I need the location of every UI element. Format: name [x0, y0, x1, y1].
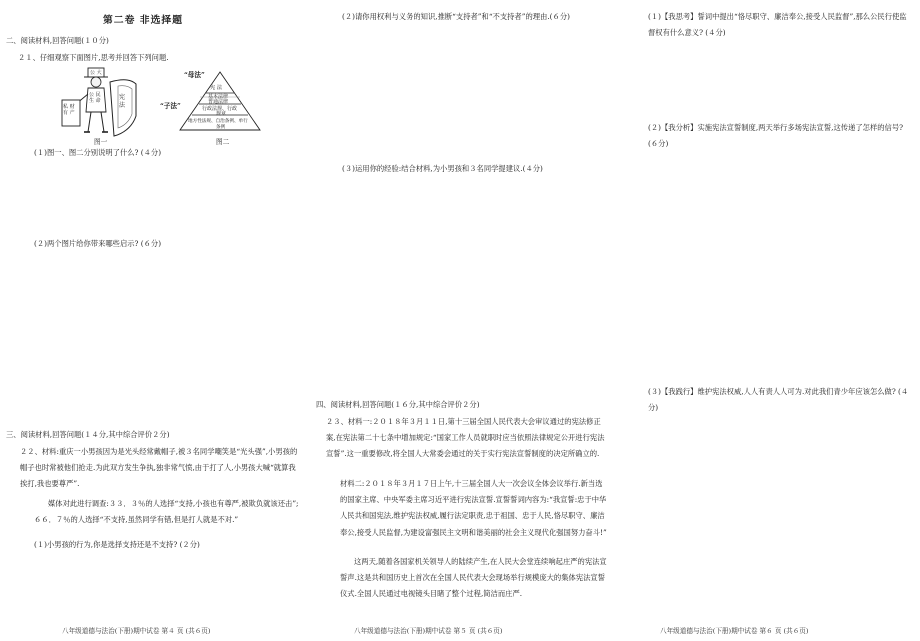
figure-1-sign-text: 私 财 有 产 [63, 104, 75, 116]
child-law-label: “子法” [160, 102, 181, 110]
mother-law-label: “母法” [184, 71, 205, 79]
question-22-2: (２)请你用权利与义务的知识,推断“支持者”和“不支持者”的理由.(６分) [342, 12, 570, 21]
question-21-prompt: ２１、仔细观察下面图片,思考并回答下列问题. [18, 53, 169, 62]
pyramid-level-admin-rules: 规章 [216, 111, 227, 117]
figure-2-caption: 图二 [216, 138, 230, 146]
page-6-footer: 八年级道德与法治(下册)期中试卷 第６ 页 (共６页) [660, 627, 809, 635]
pyramid-level-constitution: 宪 法 [210, 85, 223, 91]
figure-1-cartoon [58, 64, 158, 139]
figure-1-hat-text: 公 大 [90, 70, 102, 76]
pyramid-level-basic-law: 基本法律 [208, 94, 229, 100]
question-23-1: (１)【我思考】誓词中提出“恪尽职守、廉洁奉公,接受人民监督”,那么公民行使监督权有什么意义? (４分) [648, 12, 907, 38]
page-4-footer: 八年级道德与法治(下册)期中试卷 第４ 页 (共６页) [62, 627, 211, 635]
pyramid-level-admin-regulations: 行政法规、行政 [202, 106, 238, 112]
question-22-3: (３)运用你的经验:结合材料,为小男孩和３名同学提建议.(４分) [342, 164, 543, 173]
question-23-material-3: 这两天,随着各国家机关领导人的陆续产生,在人民大会堂连续响起庄严的宪法宣誓声.这是共和国历史上首次在全国人民代表大会现场举行规模庞大的集体宪法宣誓仪式.全国人民通过电视镜头目睹了整个过程,简洁而庄严. [340, 557, 607, 599]
question-22-survey: 媒体对此进行调查:３３．３％的人选择“支持,小孩也有尊严,被欺负就该还击”;６６．７％的人选择“不支持,虽然同学有错,但是打人就是不对.” [34, 499, 299, 525]
pyramid-level-local-regulations: 地方性法规、自治条例、单行 [188, 119, 248, 124]
question-22-1: (１)小男孩的行为,你是选择支持还是不支持? (２分) [34, 540, 200, 549]
pyramid-level-ordinary-law: 普通法律 [208, 99, 229, 105]
section-3-heading: 三、阅读材料,回答问题(１４分,其中综合评价２分) [6, 430, 170, 439]
figure-1-shield-text: 宪 法 [119, 94, 126, 109]
figure-1-body-text: 公 民 生 命 [89, 92, 101, 104]
question-23-material-1: ２３、材料一:２０１８年３月１１日,第十三届全国人民代表大会审议通过的宪法修正案,在宪法第二十七条中增加规定:“国家工作人员就职时应当依照法律规定公开进行宪法宣誓”.这一重要修改,将全国人大常委会通过的关于实行宪法宣誓制度的决定所确立的. [326, 417, 605, 459]
question-22-material: ２２、材料:重庆一小男孩因为是光头经常戴帽子,被３名同学嘲笑是“光头强”,小男孩的帽子也时常被他们抢走.为此双方发生争执,独非常气愤,由于打了人,小男孩大喊“就算我挨打,我也要尊严”. [20, 447, 298, 489]
question-23-2: (２)【我分析】实施宪法宣誓制度,两天举行多场宪法宣誓,这传递了怎样的信号? (６分) [648, 123, 904, 149]
question-21-1: (１)图一、图二分别说明了什么? (４分) [34, 148, 162, 157]
page-5-footer: 八年级道德与法治(下册)期中试卷 第５ 页 (共６页) [354, 627, 503, 635]
section-title: 第二卷 非选择题 [103, 15, 183, 26]
question-23-3: (３)【我践行】维护宪法权威,人人有责人人可为.对此我们青少年应该怎么做? (４分) [648, 387, 909, 413]
question-21-2: (２)两个图片给你带来哪些启示? (６分) [34, 239, 162, 248]
figure-1-caption: 图一 [94, 138, 108, 146]
section-2-heading: 二、阅读材料,回答问题(１０分) [6, 36, 109, 45]
pyramid-level-local-regulations-2: 条例 [216, 125, 226, 130]
question-23-material-2: 材料二:２０１８年３月１７日上午,十三届全国人大一次会议全体会议举行.新当选的国家主席、中央军委主席习近平进行宪法宣誓.宣誓誓词内容为:“我宣誓:忠于中华人民共和国宪法,维护宪法权威,履行法定职责,忠于祖国、忠于人民,恪尽职守、廉洁奉公,接受人民监督,为建设富强民主文明和谐美丽的社会主义现代化强国努力奋斗!” [340, 479, 607, 537]
section-4-heading: 四、阅读材料,回答问题(１６分,其中综合评价２分) [316, 400, 480, 409]
